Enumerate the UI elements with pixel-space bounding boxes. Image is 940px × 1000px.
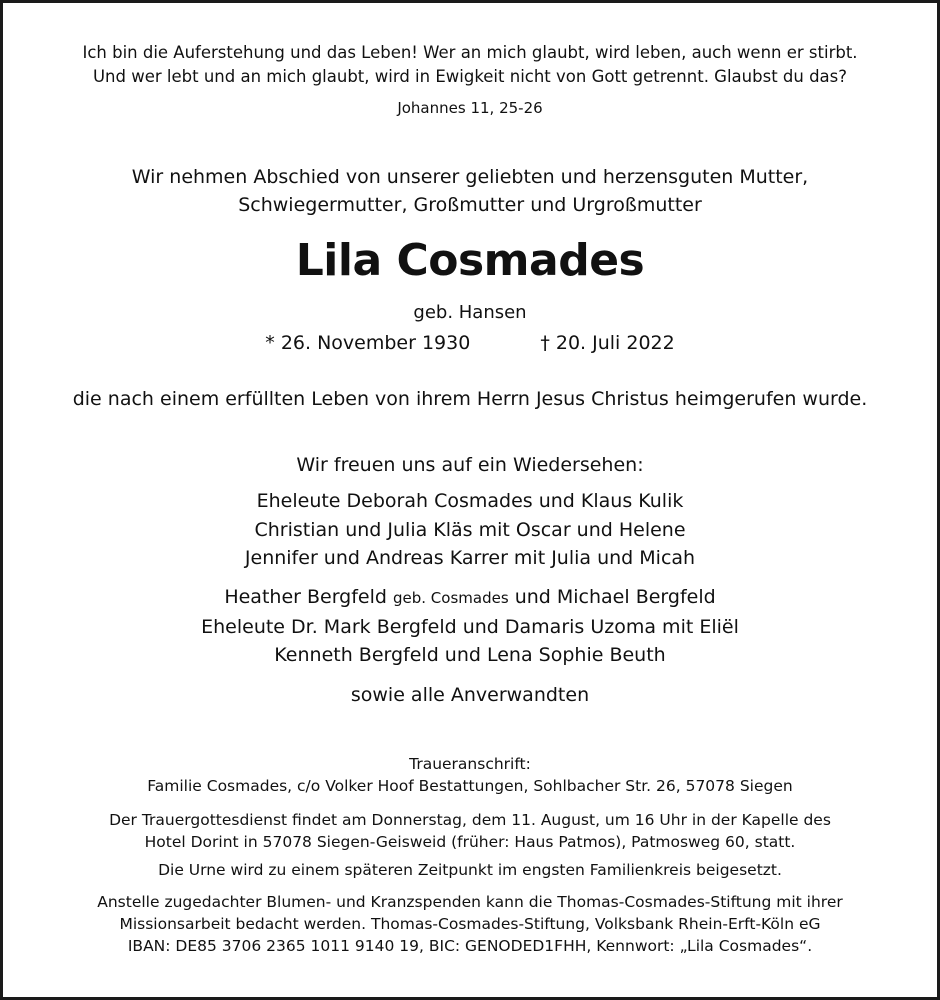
family-line [11,583,929,613]
verse-line-1: Ich bin die Auferstehung und das Leben! Wer an mich glaubt, wird leben, auch wenn er stirbt. [82,43,858,62]
family-line: Christian und Julia Kläs mit Oscar und Helene [254,518,686,541]
verse-reference: Johannes 11, 25-26 [397,99,543,117]
family-line-part: und Michael Bergfeld [508,586,716,608]
death-date: † 20. Juli 2022 [540,332,675,354]
relatives-text: sowie alle Anverwandten [350,684,590,706]
family-line-maiden: geb. Cosmades [393,589,509,607]
mourning-address [11,753,929,797]
donation-info [11,891,929,957]
family-line: Kenneth Bergfeld und Lena Sophie Beuth [274,644,666,666]
deceased-name: Lila Cosmades [295,235,645,286]
funeral-service-info [11,809,929,853]
service-line-1: Der Trauergottesdienst findet am Donnerstag, dem 11. August, um 16 Uhr in der Kapelle des [109,811,831,829]
donation-line-3: IBAN: DE85 3706 2365 1011 9140 19, BIC: GENODED1FHH, Kennwort: „Lila Cosmades“. [127,937,813,955]
urn-info: Die Urne wird zu einem späteren Zeitpunkt im engsten Familienkreis beigesetzt. [158,861,782,879]
farewell-intro [11,163,929,219]
family-line: Eheleute Dr. Mark Bergfeld und Damaris Uzoma mit Eliël [201,615,739,638]
intro-line-1: Wir nehmen Abschied von unserer geliebten und herzensguten Mutter, [131,166,809,188]
address-label: Traueranschrift: [409,755,531,773]
called-home-text: die nach einem erfüllten Leben von ihrem Herrn Jesus Christus heimgerufen wurde. [72,388,868,410]
bible-verse [11,41,929,89]
reunion-text: Wir freuen uns auf ein Wiedersehen: [296,454,644,476]
family-line: Jennifer und Andreas Karrer mit Julia und Micah [244,547,696,569]
maiden-name: geb. Hansen [413,302,527,323]
life-dates [11,329,929,357]
address-text: Familie Cosmades, c/o Volker Hoof Bestattungen, Sohlbacher Str. 26, 57078 Siegen [147,777,793,795]
service-line-2: Hotel Dorint in 57078 Siegen-Geisweid (früher: Haus Patmos), Patmosweg 60, statt. [144,833,796,851]
family-group-1 [11,487,929,573]
donation-line-2: Missionsarbeit bedacht werden. Thomas-Cosmades-Stiftung, Volksbank Rhein-Erft-Köln eG [119,915,821,933]
family-group-2 [11,583,929,670]
birth-date: * 26. November 1930 [265,332,471,354]
family-line-part: Heather Bergfeld [224,586,393,608]
intro-line-2: Schwiegermutter, Großmutter und Urgroßmutter [238,194,702,216]
family-line: Eheleute Deborah Cosmades und Klaus Kulik [256,490,684,512]
donation-line-1: Anstelle zugedachter Blumen- und Kranzspenden kann die Thomas-Cosmades-Stiftung mit ihrer [97,893,843,911]
verse-line-2: Und wer lebt und an mich glaubt, wird in Ewigkeit nicht von Gott getrennt. Glaubst du das? [92,67,848,86]
